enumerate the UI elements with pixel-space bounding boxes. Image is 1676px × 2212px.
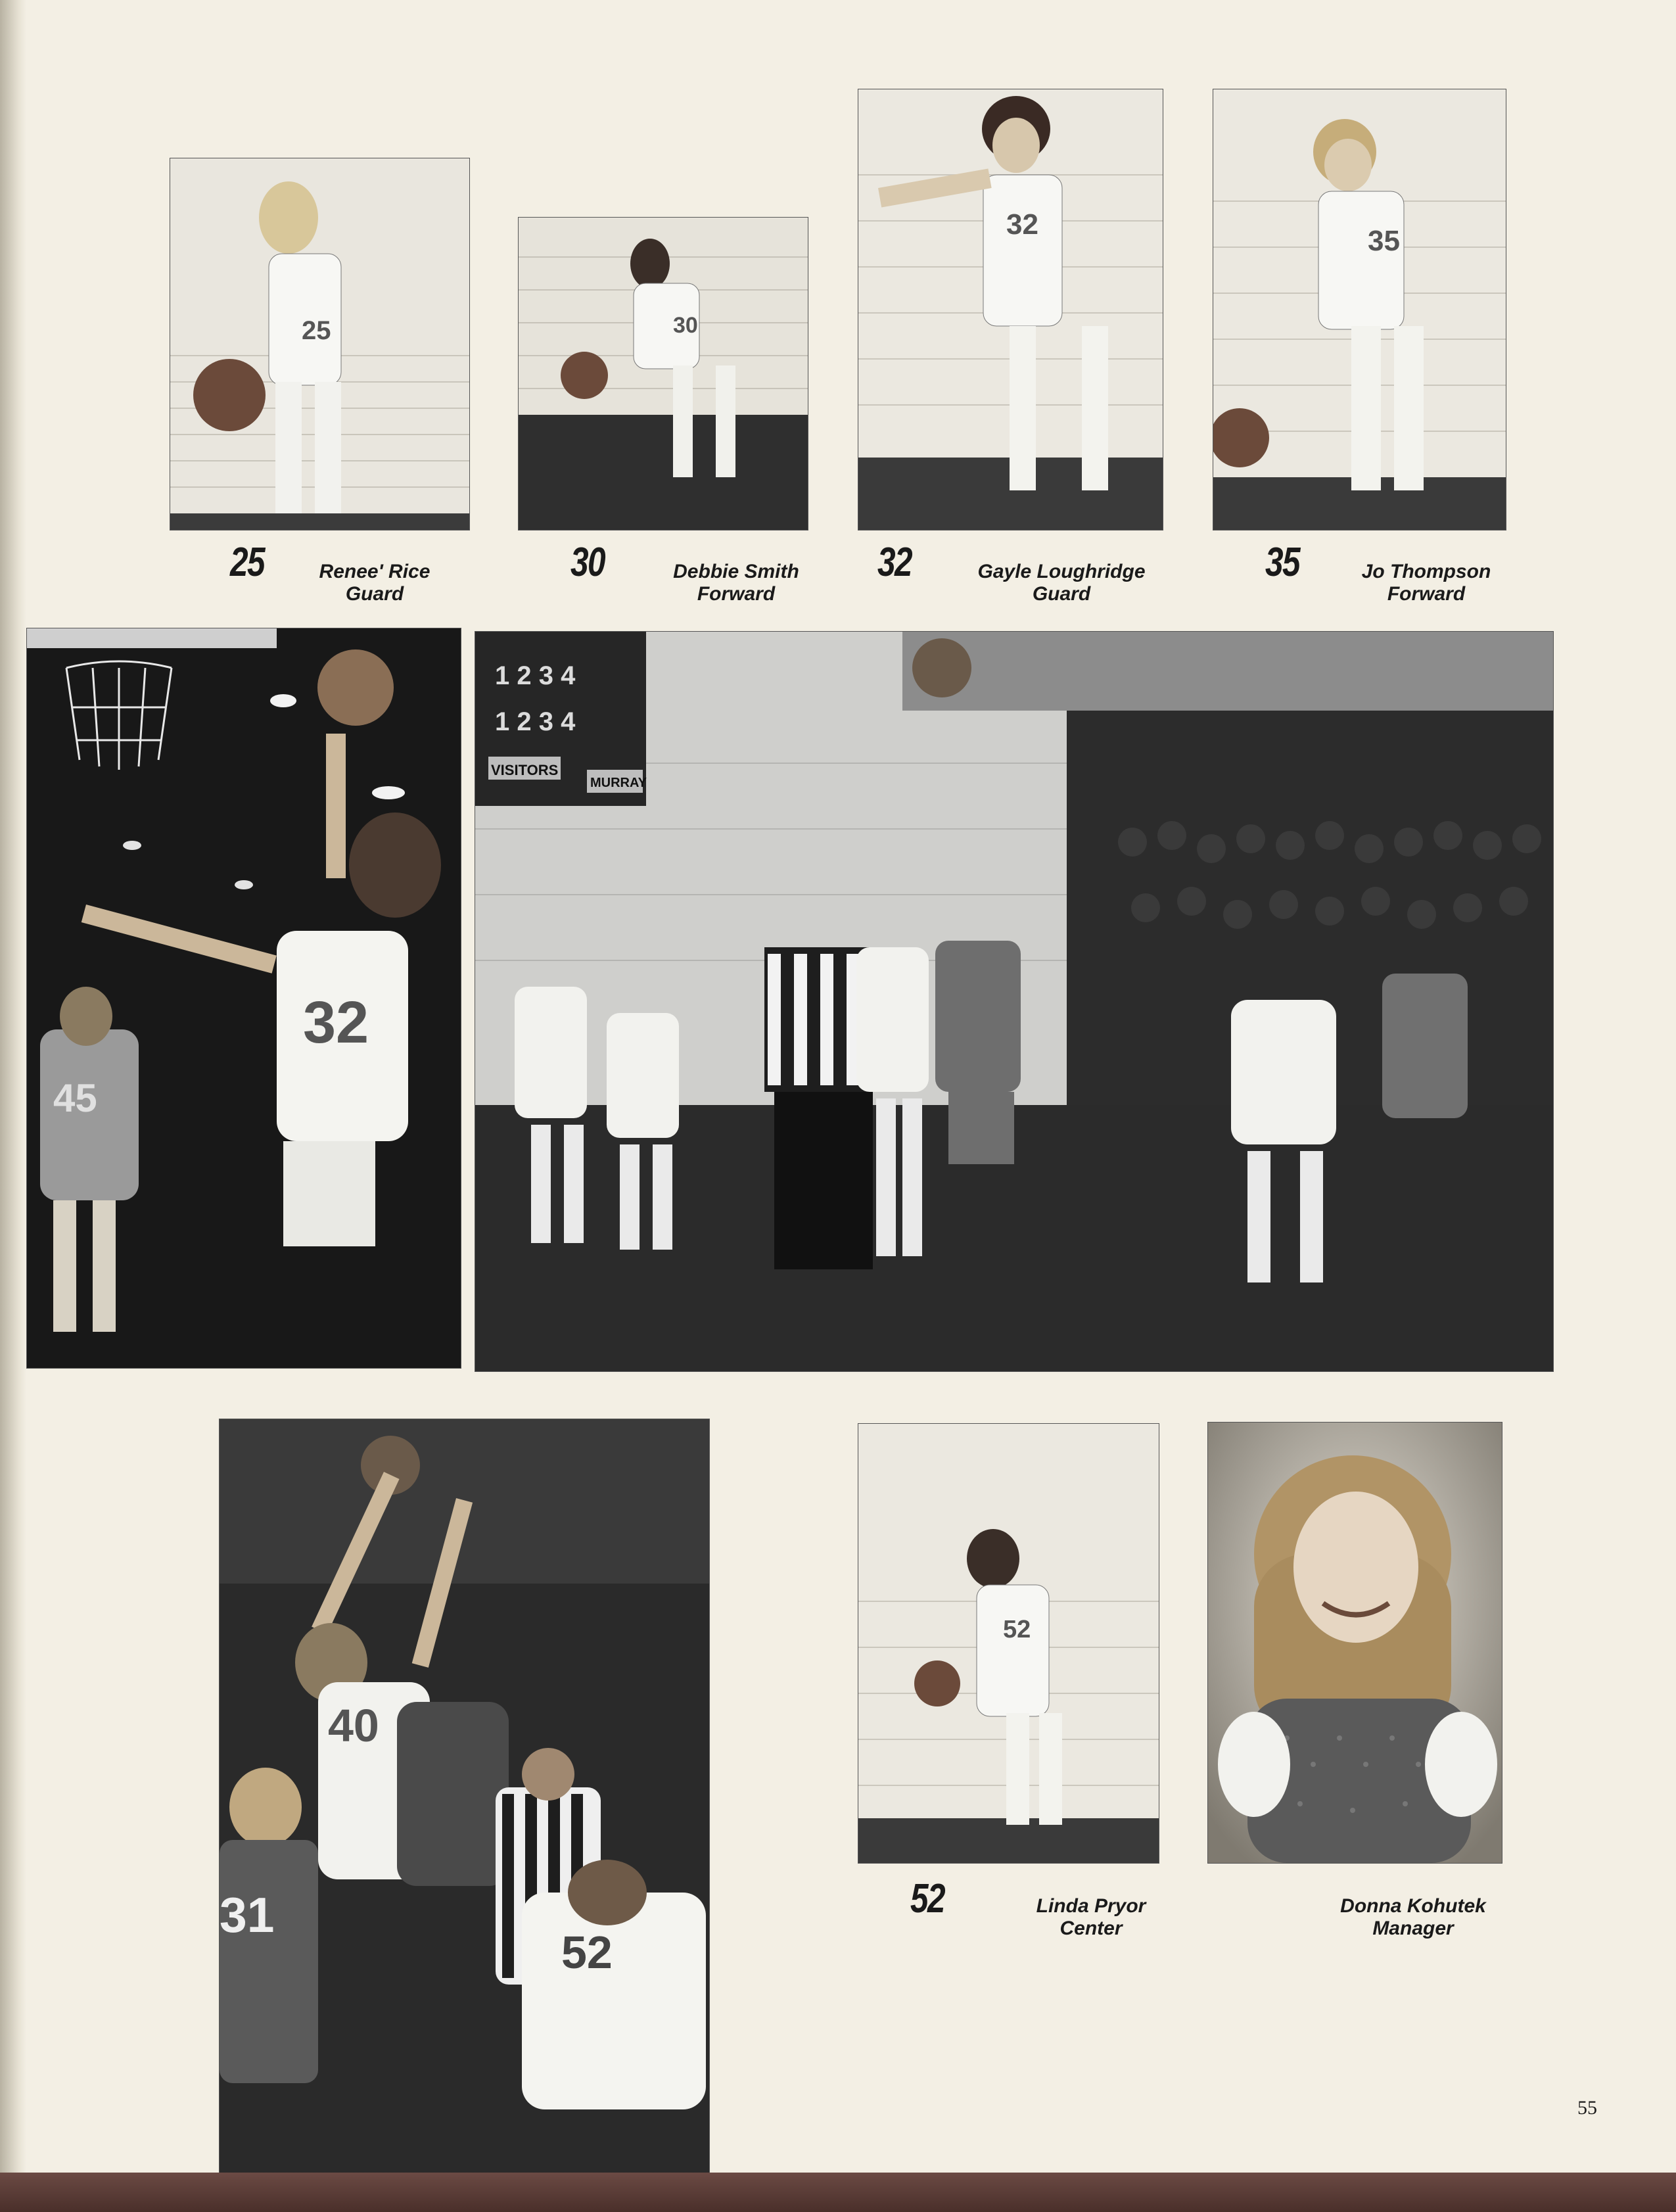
player-position: Forward <box>697 583 776 605</box>
page-binding-shadow <box>0 0 26 2212</box>
player-name: Renee' Rice <box>319 561 431 582</box>
svg-text:1 2 3 4: 1 2 3 4 <box>495 661 576 690</box>
roster-number-32: 32 <box>877 540 912 585</box>
roster-caption-25 <box>289 561 460 605</box>
jersey-number-bottom-52: 52 <box>561 1927 613 1978</box>
roster-caption-35 <box>1334 561 1518 605</box>
player-position: Guard <box>1032 583 1091 605</box>
action-photo-layup <box>26 628 461 1369</box>
manager-name: Donna Kohutek <box>1340 1895 1486 1917</box>
player-name: Jo Thompson <box>1361 561 1491 582</box>
page-number: 55 <box>1577 2097 1597 2119</box>
roster-caption-32 <box>950 561 1173 605</box>
jersey-number-30: 30 <box>673 313 698 338</box>
jersey-number-32: 32 <box>1006 208 1038 241</box>
manager-role: Manager <box>1372 1918 1454 1939</box>
manager-caption <box>1295 1895 1531 1940</box>
jersey-number-25: 25 <box>302 316 331 345</box>
jersey-number-left-32: 32 <box>303 990 369 1056</box>
scoreboard-home: MURRAY <box>590 776 647 790</box>
player-photo-30 <box>518 217 808 530</box>
roster-caption-52 <box>1006 1895 1176 1940</box>
manager-portrait <box>1207 1422 1502 1864</box>
svg-text:1 2 3 4: 1 2 3 4 <box>495 707 576 736</box>
roster-number-25: 25 <box>230 540 264 585</box>
roster-number-35: 35 <box>1265 540 1299 585</box>
jersey-number-35: 35 <box>1368 225 1400 257</box>
jersey-number-left-45: 45 <box>53 1076 97 1120</box>
player-name: Gayle Loughridge <box>977 561 1146 582</box>
action-photo-rebound <box>219 1419 710 2174</box>
jersey-number-bottom-40: 40 <box>328 1700 379 1751</box>
player-name: Linda Pryor <box>1036 1895 1146 1917</box>
scoreboard-visitors: VISITORS <box>491 762 559 778</box>
player-position: Forward <box>1387 583 1466 605</box>
player-photo-35 <box>1213 89 1506 530</box>
jersey-number-52: 52 <box>1003 1616 1031 1643</box>
player-position: Center <box>1059 1918 1123 1939</box>
page-bottom-edge <box>0 2173 1676 2212</box>
player-photo-32 <box>858 89 1163 530</box>
roster-caption-30 <box>651 561 822 605</box>
player-name: Debbie Smith <box>673 561 799 582</box>
player-position: Guard <box>345 583 404 605</box>
roster-number-52: 52 <box>910 1876 944 1921</box>
jersey-number-bottom-31: 31 <box>220 1887 275 1942</box>
player-photo-25 <box>170 158 470 530</box>
action-photo-tipoff <box>475 631 1554 1372</box>
player-photo-52 <box>858 1423 1159 1864</box>
roster-number-30: 30 <box>570 540 605 585</box>
